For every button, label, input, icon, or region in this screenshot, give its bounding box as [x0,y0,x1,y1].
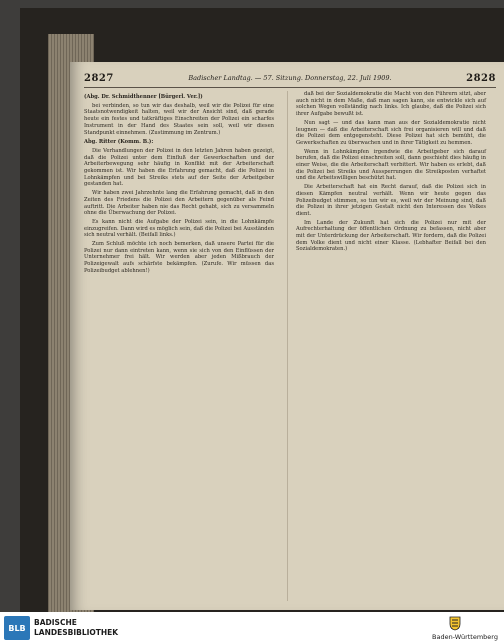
paragraph: Wir haben zwei Jahrzehnte lang die Erfahrung gemacht, daß in den Zeiten des Friedens die Polizei den Arbeitern gegenüber als Feind auftritt. Die Arbeiter haben nie das Recht gehabt, sich zu versammeln ohne die Überwachung der Polizei. [84,190,274,217]
right-page-number: 2828 [466,72,496,84]
library-line-2: LANDESBIBLIOTHEK [34,628,119,637]
paragraph: daß bei der Sozialdemokratie die Macht von den Führern sitzt, aber auch nicht in dem Maße, daß man sagen kann, sie entwickle sich auf solchen Wegen vollständig nach links. Ich glaube, daß die Polizei sich ihrer Aufgabe bewußt ist. [296,91,486,118]
page-header [84,70,496,86]
paragraph: Es kann nicht die Aufgabe der Polizei sein, in die Lohnkämpfe einzugreifen. Dann wird es möglich sein, daß die Polizei bei Ausständen sich neutral verhält. (Beifall links.) [84,218,274,239]
header-rule [84,87,496,88]
footer-bar [0,612,504,644]
coat-of-arms-icon [446,615,464,631]
paragraph: Die Arbeiterschaft hat ein Recht darauf, daß die Polizei sich in diesen Kämpfen neutral verhält. Wenn wir heute gegen das Polizeibudget stimmen, so tun wir es, weil wir der Meinung sind, daß die Polizei in ihrer jetzigen Gestalt nicht den Interessen des Volkes dient. [296,184,486,217]
column-divider [287,91,288,601]
partner-name: Baden-Württemberg [432,633,498,641]
right-column [296,91,486,255]
left-page-number: 2827 [84,72,114,84]
library-name[interactable] [34,618,118,638]
left-column [84,91,274,277]
library-line-1: BADISCHE [34,618,77,627]
blb-logo[interactable] [4,616,30,640]
paragraph: Nun sagt — und das kann man aus der Sozialdemokratie nicht leugnen — daß die Arbeiterschaft sich frei organisieren will und daß die Polizei dem entgegensteht. Diese Polizei hat sich bemüht, die Gewerkschaften zu überwachen und in ihrer Tätigkeit zu hemmen. [296,119,486,146]
speaker-label: Abg. Ritter (Komm. B.): [84,139,154,146]
paragraph: bei verbinden, so tun wir das deshalb, weil wir die Polizei für eine Staatsnotwendigkeit halten, weil wir der Ansicht sind, daß gerade heute ein festes und tatkräftiges Einschreiten der Polizei ein scharfes Instrument in der Hand des Staates sein soll, weil wir diesen Standpunkt einnehmen. (Zustimmung im Zentrum.) [84,102,274,136]
blb-abbr: BLB [8,623,26,633]
document-page [70,62,504,610]
speaker-label: (Abg. Dr. Schmidthenner [Bürgerl. Ver.]) [84,94,203,100]
paragraph: Die Verhandlungen der Polizei in den letzten Jahren haben gezeigt, daß die Polizei unter dem Einfluß der Gewerkschaften und der Arbeiterbewegung sehr häufig in Konflikt mit der Arbeiterschaft gekommen ist. Wir haben die Erfahrung gemacht, daß die Polizei in Lohnkämpfen und bei Streiks stets auf der Seite der Arbeitgeber gestanden hat. [84,147,274,188]
header-title: Badischer Landtag. — 57. Sitzung. Donnerstag, 22. Juli 1909. [188,74,392,82]
paragraph: Zum Schluß möchte ich noch bemerken, daß unsere Partei für die Polizei nur dann eintreten kann, wenn sie sich von den Einflüssen der Unternehmer frei hält. Wir werden aber jeden Mißbrauch der Polizeigewalt aufs schärfste bekämpfen. (Zurufe. Wir müssen das Polizeibudget ablehnen!) [84,241,274,274]
paragraph: Im Lande der Zukunft hat sich die Polizei nur mit der Aufrechterhaltung der öffentlichen Ordnung zu befassen, nicht aber mit der Unterdrückung der Arbeiterschaft. Wir fordern, daß die Polizei dem Volke dient und nicht einer Klasse. (Lebhafter Beifall bei den Sozialdemokraten.) [296,219,486,253]
paragraph: Wenn in Lohnkämpfen irgendwie die Arbeitgeber sich darauf berufen, daß die Polizei einschreiten soll, dann geschieht dies häufig in einer Weise, die die Arbeiterschaft verbittert. Wir haben es erlebt, daß die Polizei bei Streiks und Aussperrungen die Streikposten verhaftet und die Arbeitswilligen beschützt hat. [296,148,486,182]
